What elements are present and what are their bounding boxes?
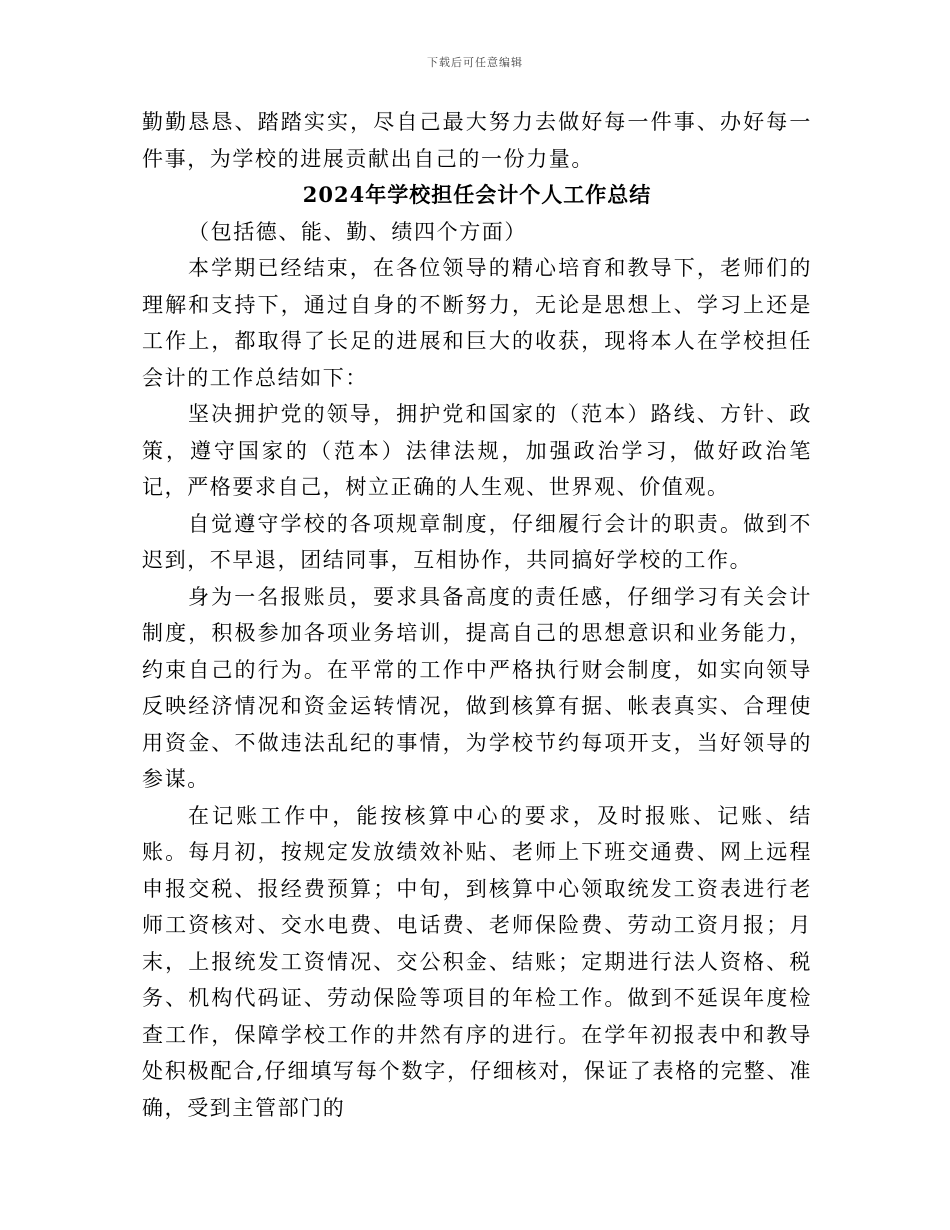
document-title: 2024年学校担任会计个人工作总结 [302, 182, 652, 207]
lead-paragraph: 勤勤恳恳、踏踏实实，尽自己最大努力去做好每一件事、办好每一件事，为学校的进展贡献出自己的一份力量。 [142, 110, 812, 171]
page-header-note: 下载后可任意编辑 [427, 56, 523, 69]
paragraph-intro: 本学期已经结束，在各位领导的精心培育和教导下，老师们的理解和支持下，通过自身的不断努力，无论是思想上、学习上还是工作上，都取得了长足的进展和巨大的收获，现将本人在学校担任会计的工作总结如下： [142, 256, 812, 390]
paragraph-discipline: 自觉遵守学校的各项规章制度，仔细履行会计的职责。做到不迟到，不早退，团结同事，互相协作，共同搞好学校的工作。 [142, 511, 812, 572]
paragraph-bookkeeping: 在记账工作中，能按核算中心的要求，及时报账、记账、结账。每月初，按规定发放绩效补贴、老师上下班交通费、网上远程申报交税、报经费预算；中旬，到核算中心领取统发工资表进行老师工资核对、交水电费、电话费、老师保险费、劳动工资月报；月末，上报统发工资情况、交公积金、结账；定期进行法人资格、税务、机构代码证、劳动保险等项目的年检工作。做到不延误年度检查工作，保障学校工作的井然有序的进行。在学年初报表中和教导处积极配合,仔细填写每个数字，仔细核对，保证了表格的完整、准确，受到主管部门的 [142, 803, 812, 1120]
document-body [142, 104, 812, 1126]
document-subtitle: （包括德、能、勤、绩四个方面） [188, 219, 527, 244]
paragraph-morality: 坚决拥护党的领导，拥护党和国家的（范本）路线、方针、政策，遵守国家的（范本）法律法规，加强政治学习，做好政治笔记，严格要求自己，树立正确的人生观、世界观、价值观。 [142, 402, 812, 499]
paragraph-responsibility: 身为一名报账员，要求具备高度的责任感，仔细学习有关会计制度，积极参加各项业务培训，提高自己的思想意识和业务能力，约束自己的行为。在平常的工作中严格执行财会制度，如实向领导反映经济情况和资金运转情况，做到核算有据、帐表真实、合理使用资金、不做违法乱纪的事情，为学校节约每项开支，当好领导的参谋。 [142, 584, 812, 791]
